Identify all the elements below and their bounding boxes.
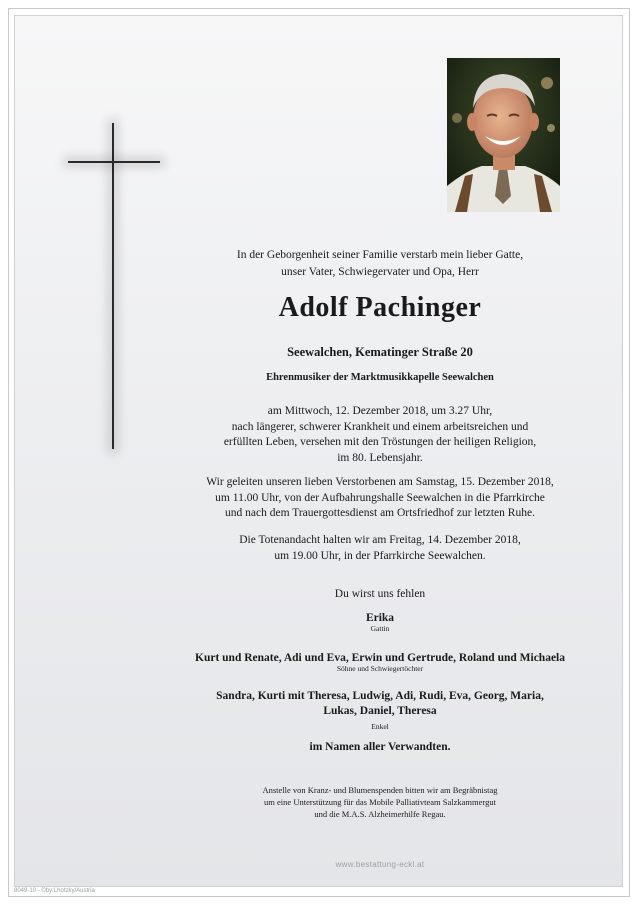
relatives-line: im Namen aller Verwandten. <box>309 741 451 753</box>
footer-code: 8049-10 - ©by:Lhotzky/Austria <box>14 888 95 894</box>
death-line: im 80. Lebensjahr. <box>337 451 423 464</box>
donation-line: um eine Unterstützung für das Mobile Palliativteam Salzkammergut <box>264 797 496 807</box>
donation-note <box>180 784 580 820</box>
family-relation: Söhne und Schwiegertöchter <box>336 664 424 673</box>
funeral-line: und nach dem Trauergottesdienst am Ortsfriedhof zur letzten Ruhe. <box>225 507 535 519</box>
family-group-children <box>160 652 600 673</box>
death-line: nach längerer, schwerer Krankheit und einem arbeitsreichen und <box>231 420 529 433</box>
family-names: Sandra, Kurti mit Theresa, Ludwig, Adi, Rudi, Eva, Georg, Maria, <box>216 690 544 702</box>
family-relation: Enkel <box>371 722 389 731</box>
funeral-details <box>180 475 580 522</box>
vigil-line: um 19.00 Uhr, in der Pfarrkirche Seewalchen. <box>274 549 486 562</box>
cross-vertical-bar <box>112 123 114 449</box>
family-names: Lukas, Daniel, Theresa <box>323 705 437 717</box>
cross-horizontal-bar <box>68 161 160 163</box>
cross-icon <box>60 115 170 455</box>
website-link[interactable]: www.bestattung-eckl.at <box>335 860 425 869</box>
intro-line: unser Vater, Schwiegervater und Opa, Herr <box>281 266 479 278</box>
death-line: erfüllten Leben, versehen mit den Tröstungen der heiligen Religion, <box>223 436 537 448</box>
funeral-line: Wir geleiten unseren lieben Verstorbenen am Samstag, 15. Dezember 2018, <box>206 476 554 488</box>
family-group-spouse <box>180 612 580 633</box>
donation-line: Anstelle von Kranz- und Blumenspenden bitten wir am Begräbnistag <box>262 785 498 795</box>
intro-text <box>180 247 580 281</box>
portrait-image <box>447 58 560 212</box>
deceased-role: Ehrenmusiker der Marktmusikkapelle Seewalchen <box>266 372 494 383</box>
vigil-details <box>180 533 580 564</box>
family-names: Erika <box>365 612 395 624</box>
intro-line: In der Geborgenheit seiner Familie verstarb mein lieber Gatte, <box>236 249 524 261</box>
death-line: am Mittwoch, 12. Dezember 2018, um 3.27 Uhr, <box>267 405 493 417</box>
vigil-line: Die Totenandacht halten wir am Freitag, 14. Dezember 2018, <box>239 534 521 546</box>
family-names: Kurt und Renate, Adi und Eva, Erwin und Gertrude, Roland und Michaela <box>195 652 565 664</box>
deceased-address: Seewalchen, Kematinger Straße 20 <box>287 345 473 359</box>
donation-line: und die M.A.S. Alzheimerhilfe Regau. <box>314 809 446 819</box>
portrait-photo <box>447 58 560 212</box>
family-group-grandchildren <box>180 689 580 734</box>
miss-you-line: Du wirst uns fehlen <box>334 588 426 600</box>
deceased-name: Adolf Pachinger <box>278 292 482 323</box>
family-relation: Gattin <box>370 624 390 633</box>
funeral-line: um 11.00 Uhr, von der Aufbahrungshalle Seewalchen in die Pfarrkirche <box>215 491 545 504</box>
death-details <box>180 404 580 466</box>
